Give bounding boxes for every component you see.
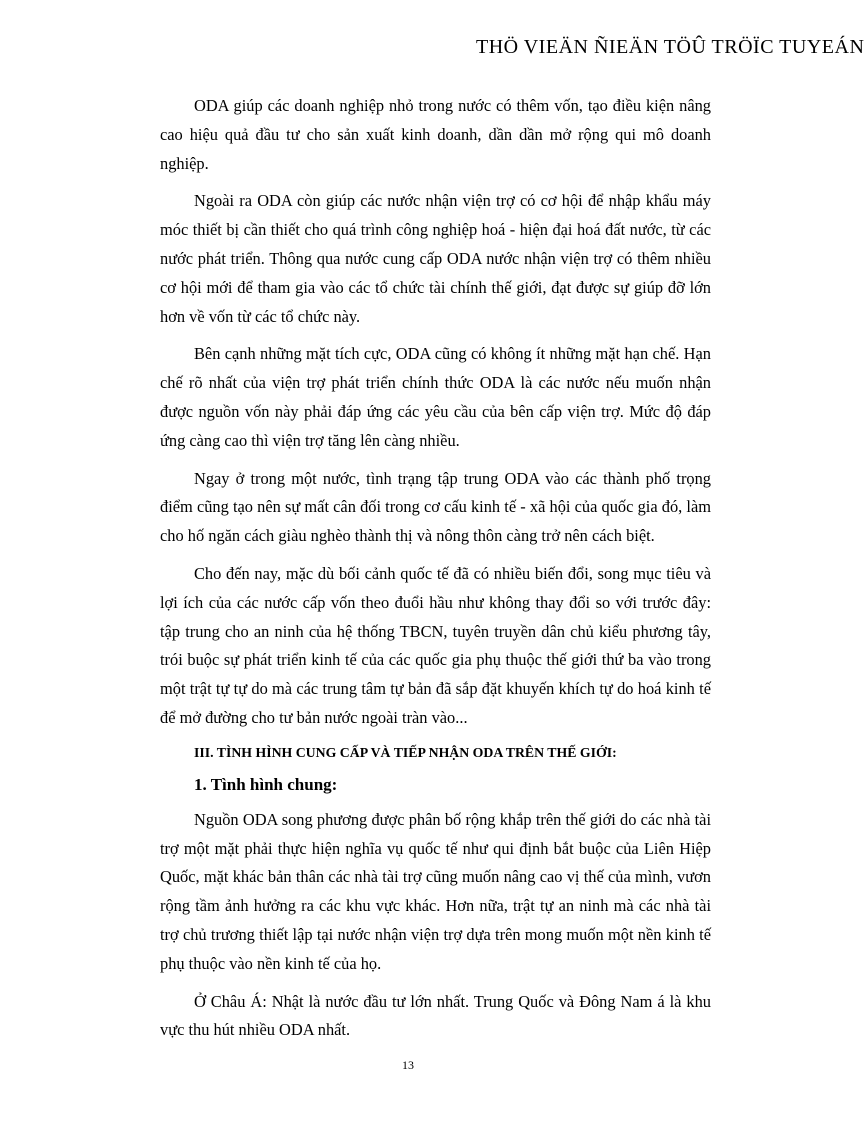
section-heading: III. TÌNH HÌNH CUNG CẤP VÀ TIẾP NHẬN ODA TRÊN THẾ GIỚI: [194,744,617,760]
page-number: 13 [402,1058,414,1072]
paragraph-5: Cho đến nay, mặc dù bối cảnh quốc tế đã có nhiều biến đổi, song mục tiêu và lợi ích của các nước cấp vốn theo đuổi hầu như không thay đổi so với trước đây: tập trung cho an ninh của hệ thống TBCN, tuyên truyền dân chủ kiểu phương tây, trói buộc sự phát triển kinh tế của các quốc gia phụ thuộc thế giới thứ ba vào trong một trật tự tự do mà các trung tâm tự bản đã sắp đặt khuyến khích tự do hoá kinh tế để mở đường cho tư bản nước ngoài tràn vào... [160,563,711,727]
paragraph-7: Ở Châu Á: Nhật là nước đầu tư lớn nhất. Trung Quốc và Đông Nam á là khu vực thu hút nhiều ODA nhất. [160,991,711,1040]
paragraph-6: Nguồn ODA song phương được phân bố rộng khắp trên thế giới do các nhà tài trợ một mặt phải thực hiện nghĩa vụ quốc tế như qui định bắt buộc của Liên Hiệp Quốc, mặt khác bản thân các nhà tài trợ cũng muốn nâng cao vị thế của mình, vươn rộng tầm ảnh hưởng ra các khu vực khác. Hơn nữa, trật tự an ninh mà các nhà tài trợ chủ trương thiết lập tại nước nhận viện trợ dựa trên mong muốn một nền kinh tế phụ thuộc vào nền kinh tế của họ. [160,809,711,973]
paragraph-4: Ngay ở trong một nước, tình trạng tập trung ODA vào các thành phố trọng điểm cũng tạo nên sự mất cân đối trong cơ cấu kinh tế - xã hội của quốc gia đó, làm cho hố ngăn cách giàu nghèo thành thị và nông thôn càng trở nên cách biệt. [160,468,711,546]
subsection-heading: 1. Tình hình chung: [194,774,338,794]
document-body [160,92,711,1054]
page-header: THÖ VIEÄN ÑIEÄN TÖÛ TRÖÏC TUYEÁN [476,36,864,58]
paragraph-2: Ngoài ra ODA còn giúp các nước nhận viện trợ có cơ hội để nhập khẩu máy móc thiết bị cần thiết cho quá trình công nghiệp hoá - hiện đại hoá đất nước, từ các nước phát triển. Thông qua nước cung cấp ODA nước nhận viện trợ có thêm nhiều cơ hội mới để tham gia vào các tổ chức tài chính thế giới, đạt được sự giúp đỡ lớn hơn về vốn từ các tổ chức này. [160,191,711,326]
paragraph-3: Bên cạnh những mặt tích cực, ODA cũng có không ít những mặt hạn chế. Hạn chế rõ nhất của viện trợ phát triển chính thức ODA là các nước nếu muốn nhận được nguồn vốn này phải đáp ứng các yêu cầu của bên cấp viện trợ. Mức độ đáp ứng càng cao thì viện trợ tăng lên càng nhiều. [160,344,711,450]
paragraph-1: ODA giúp các doanh nghiệp nhỏ trong nước có thêm vốn, tạo điều kiện nâng cao hiệu quả đầu tư cho sản xuất kinh doanh, dần dần mở rộng qui mô doanh nghiệp. [160,96,711,173]
